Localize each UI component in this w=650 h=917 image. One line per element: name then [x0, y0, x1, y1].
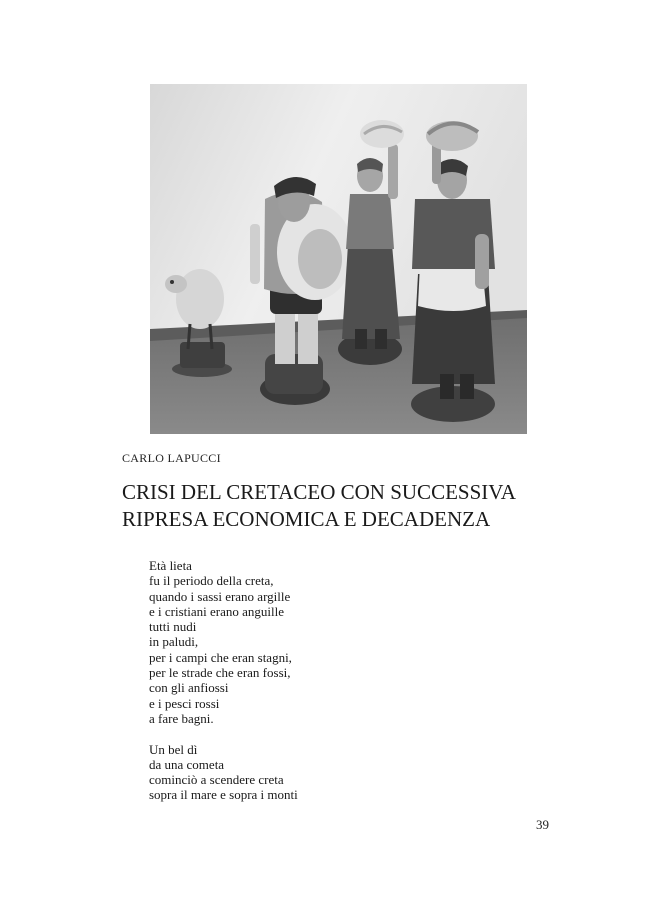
title-line-1: CRISI DEL CRETACEO CON SUCCESSIVA	[122, 480, 516, 504]
poem-line: con gli anfiossi	[149, 680, 229, 696]
poem-body	[149, 558, 298, 818]
title-line-2: RIPRESA ECONOMICA E DECADENZA	[122, 507, 491, 531]
poem-line: Età lieta	[149, 558, 192, 573]
author-name: CARLO LAPUCCI	[122, 451, 221, 465]
poem-title	[122, 479, 562, 533]
poem-line: quando i sassi erano argille	[149, 588, 291, 604]
poem-line: fu il periodo della creta,	[149, 573, 274, 589]
poem-stanza-1	[149, 558, 298, 726]
poem-line: cominciò a scendere creta	[149, 772, 284, 788]
page-number: 39	[536, 817, 549, 832]
poem-line: per le strade che eran fossi,	[149, 665, 291, 681]
poem-line: a fare bagni.	[149, 710, 214, 726]
poem-line: e i cristiani erano anguille	[149, 603, 285, 619]
poem-line: tutti nudi	[149, 619, 197, 635]
figurines-photo	[150, 84, 527, 434]
poem-line: e i pesci rossi	[149, 695, 220, 711]
poem-line: da una cometa	[149, 756, 225, 772]
poem-line: per i campi che eran stagni,	[149, 649, 292, 665]
poem-line: sopra il mare e sopra i monti	[149, 787, 298, 803]
poem-line: in paludi,	[149, 634, 199, 650]
poem-stanza-2	[149, 742, 298, 803]
poem-line: Un bel dì	[149, 741, 198, 757]
